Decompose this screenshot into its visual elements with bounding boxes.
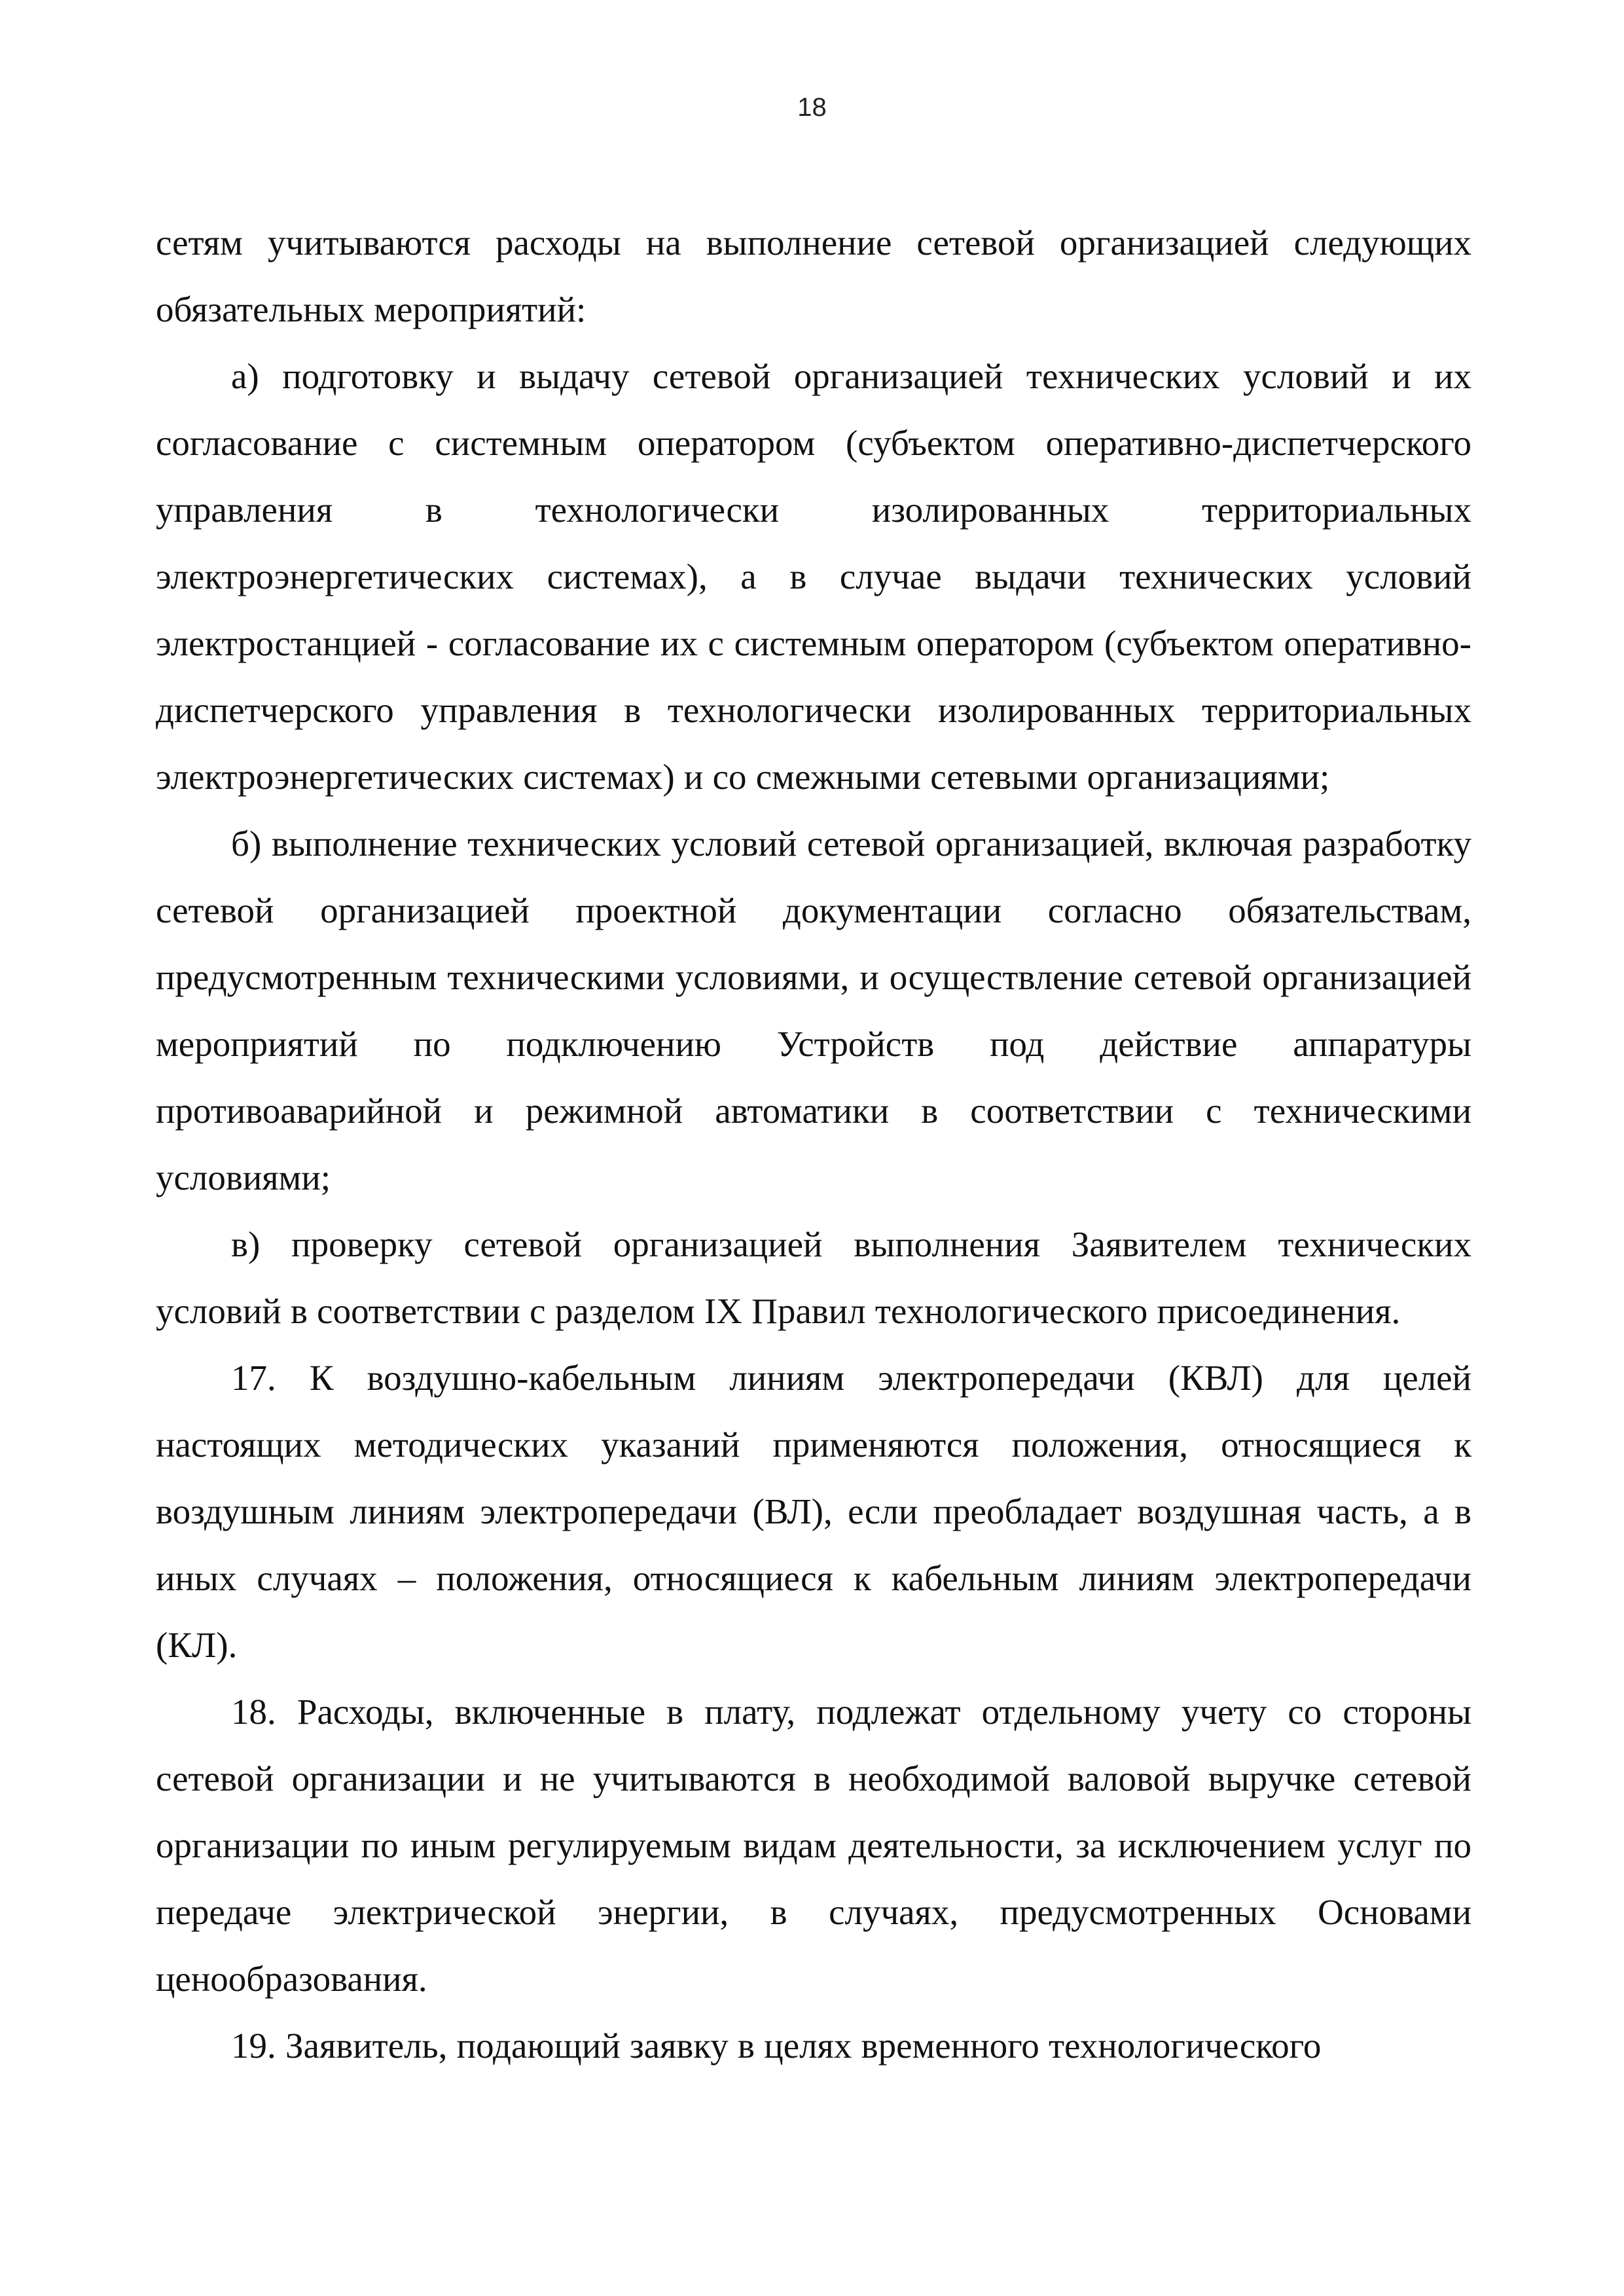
page-number: 18 bbox=[797, 93, 827, 122]
paragraph-item-a: а) подготовку и выдачу сетевой организацией технических условий и их согласование с системным оператором (субъектом оперативно-диспетчерского управления в технологически изолированных территориальных электроэнергетических системах), а в случае выдачи технических условий электростанцией - согласование их с системным оператором (субъектом оперативно-диспетчерского управления в технологически изолированных территориальных электроэнергетических системах) и со смежными сетевыми организациями; bbox=[156, 356, 1471, 797]
paragraph-continuation: сетям учитываются расходы на выполнение сетевой организацией следующих обязательных мероприятий: bbox=[156, 223, 1471, 329]
paragraph-item-v: в) проверку сетевой организацией выполнения Заявителем технических условий в соответствии с разделом IX Правил технологического присоединения. bbox=[156, 1224, 1471, 1331]
document-body bbox=[156, 210, 1471, 2079]
paragraph-17: 17. К воздушно-кабельным линиям электропередачи (КВЛ) для целей настоящих методических указаний применяются положения, относящиеся к воздушным линиям электропередачи (ВЛ), если преобладает воздушная часть, а в иных случаях – положения, относящиеся к кабельным линиям электропередачи (КЛ). bbox=[156, 1358, 1471, 1665]
paragraph-item-b: б) выполнение технических условий сетевой организацией, включая разработку сетевой организацией проектной документации согласно обязательствам, предусмотренным техническими условиями, и осуществление сетевой организацией мероприятий по подключению Устройств под действие аппаратуры противоаварийной и режимной автоматики в соответствии с техническими условиями; bbox=[156, 824, 1471, 1197]
paragraph-19: 19. Заявитель, подающий заявку в целях временного технологического bbox=[231, 2026, 1322, 2066]
paragraph-18: 18. Расходы, включенные в плату, подлежат отдельному учету со стороны сетевой организации и не учитываются в необходимой валовой выручке сетевой организации по иным регулируемым видам деятельности, за исключением услуг по передаче электрической энергии, в случаях, предусмотренных Основами ценообразования. bbox=[156, 1692, 1471, 1999]
